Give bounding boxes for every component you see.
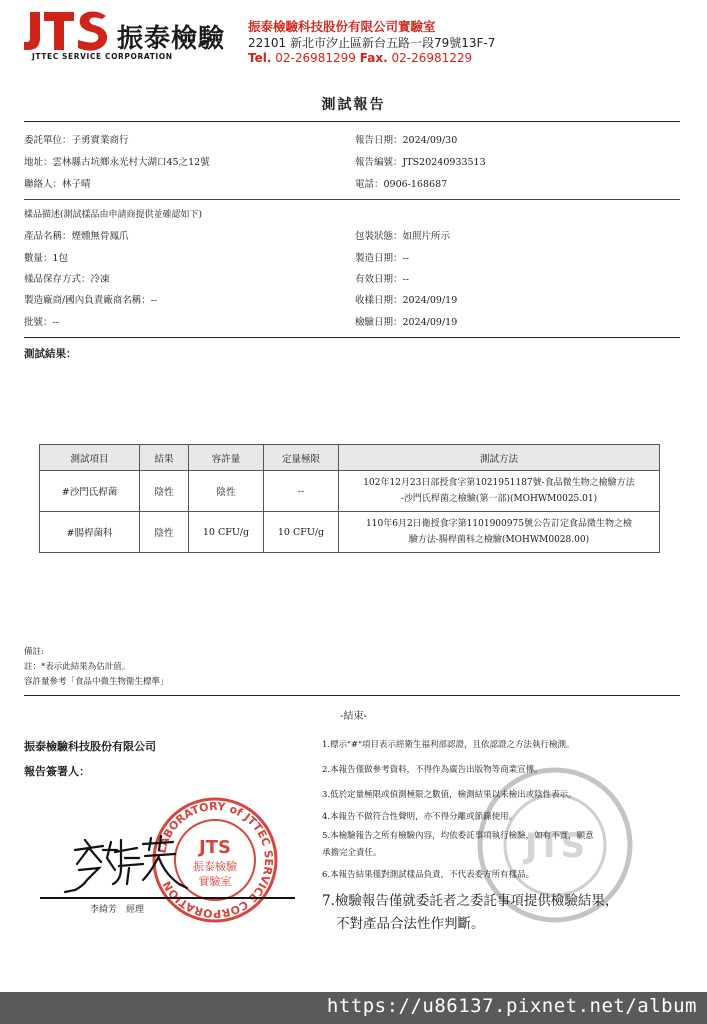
footer-url: https://u86137.pixnet.net/album [326,995,697,1017]
tel-value: 02-26981299 [275,51,356,65]
cell-method [339,471,660,512]
end-mark: -結束- [340,711,367,722]
statement-1: 1.標示"#"項目表示經衛生福利部認證，且依認證之方法執行檢測。 [322,740,575,750]
cell-loq: -- [264,471,339,512]
table-row [40,512,660,553]
stamp-text-1: 振泰檢驗 [193,860,237,873]
method-line: 驗方法-腸桿菌科之檢驗(MOHWM0028.00) [408,535,590,545]
report-date: 報告日期：2024/09/30 [355,135,458,146]
expiry-date: 有效日期：-- [355,274,409,285]
company-name: 振泰檢驗 [117,24,226,54]
lot-number: 批號：-- [24,317,59,328]
svg-text:JTS: JTS [524,826,586,866]
company-english-name: JTTEC SERVICE CORPORATION [32,52,173,61]
results-label: 測試結果： [24,348,77,360]
signature-line [40,897,295,899]
divider [24,337,680,338]
divider [24,199,680,200]
document-title: 測試報告 [321,97,386,113]
statement-5: 5.本檢驗報告之所有檢驗內容，均依委託事項執行檢驗，如有不實，願意 [322,831,594,841]
stamp-text-2: 實驗室 [198,875,232,888]
signer-label: 報告簽署人： [24,765,90,778]
lab-address: 22101 新北市汐止區新台五路一段79號13F-7 [248,36,496,50]
sample-storage: 樣品保存方式：冷凍 [24,274,110,285]
method-line: 102年12月23日部授食字第1021951187號-食品微生物之檢驗方法 [363,478,635,488]
col-test-item: 測試項目 [40,445,140,471]
table-row [40,471,660,512]
stamp-ring-text: LABORATORY of JTTEC SERVICE CORPORATION [155,799,276,921]
stamp-logo: JTS [199,837,231,858]
lab-phone-fax [248,51,472,65]
statement-7-cont: 不對產品合法性作判斷。 [336,916,485,932]
col-loq: 定量極限 [264,445,339,471]
manufacture-date: 製造日期：-- [355,253,409,264]
client-phone: 電話：0906-168687 [355,179,448,190]
cell-method [339,512,660,553]
test-date: 檢驗日期：2024/09/19 [355,317,458,328]
cell-limit: 10 CFU/g [189,512,264,553]
note-estimate: 註：*表示此結果為估計值。 [24,662,131,672]
method-line: 110年6月2日衛授食字第1101900975號公告訂定食品微生物之檢 [366,519,632,529]
statement-3: 3.低於定量極限或偵測極限之數值，檢測結果以未檢出或陰性表示。 [322,790,577,800]
jts-logo [22,6,110,56]
client-unit: 委託單位：子勇實業商行 [24,135,129,146]
fax-value: 02-26981229 [391,51,473,65]
statement-6: 6.本報告結果僅對測試樣品負責，不代表委方所有樣品。 [322,870,535,880]
sample-quantity: 數量：1包 [24,253,69,264]
client-address: 地址：雲林縣古坑鄉永光村大湖口45之12號 [24,157,210,168]
product-name: 產品名稱：煙燻無骨鳳爪 [24,231,129,242]
client-contact: 聯絡人：林子晴 [24,179,91,190]
divider [24,695,680,696]
method-line: -沙門氏桿菌之檢驗(第一部)(MOHWM0025.01) [400,494,598,504]
cell-loq: 10 CFU/g [264,512,339,553]
signer-company: 振泰檢驗科技股份有限公司 [24,740,156,753]
cell-item: #腸桿菌科 [40,512,140,553]
note-reference: 容許量參考「食品中微生物衛生標準」 [24,677,169,687]
package-status: 包裝狀態：如照片所示 [355,231,451,242]
col-result: 結果 [140,445,189,471]
statement-2: 2.本報告僅做參考資料，不得作為廣告出版物等商業宣傳。 [322,765,543,775]
divider [24,121,680,122]
statement-5-cont: 承擔完全責任。 [322,848,382,858]
cell-limit: 陰性 [189,471,264,512]
cell-item: #沙門氏桿菌 [40,471,140,512]
received-date: 收樣日期：2024/09/19 [355,295,458,306]
tel-label: Tel. [248,51,272,65]
cell-result: 陰性 [140,512,189,553]
cell-result: 陰性 [140,471,189,512]
report-number: 報告編號：JTS20240933513 [355,157,486,168]
notes-label: 備註: [24,647,44,657]
table-header-row [40,445,660,471]
lab-name: 振泰檢驗科技股份有限公司實驗室 [248,19,436,34]
handwritten-signature [55,828,195,898]
manufacturer: 製造廠商/國內負責廠商名稱：-- [24,295,158,306]
sample-description: 樣品描述(測試樣品由申請商提供並確認如下) [24,210,203,220]
col-limit: 容許量 [189,445,264,471]
col-method: 測試方法 [339,445,660,471]
statement-4: 4.本報告不做符合性聲明，亦不得分離或節錄使用。 [322,812,518,822]
statement-7: 7.檢驗報告僅就委託者之委託事項提供檢驗結果， [322,893,619,909]
results-table [39,444,660,553]
signer-name-title: 李綺芳 經理 [90,905,145,915]
fax-label: Fax. [359,51,388,65]
